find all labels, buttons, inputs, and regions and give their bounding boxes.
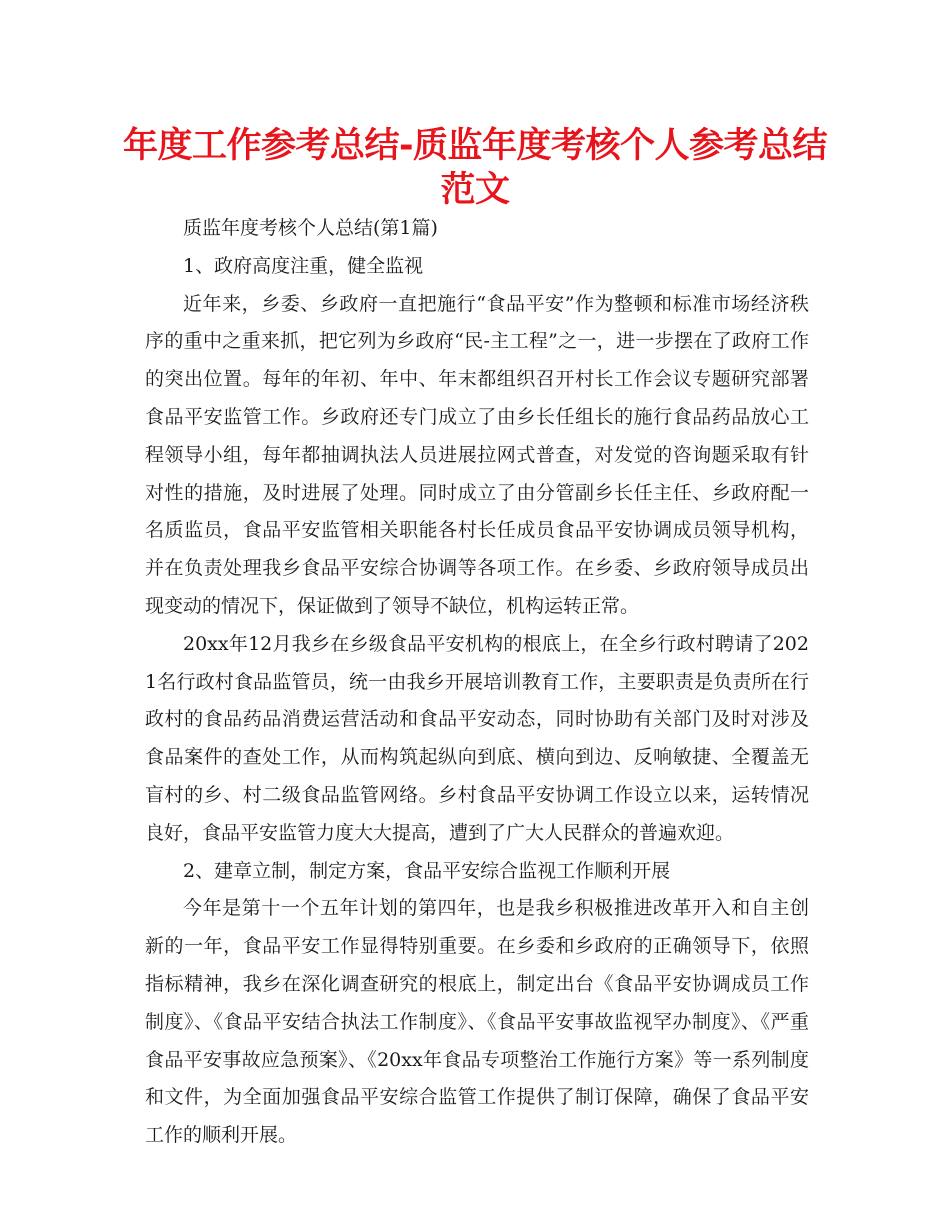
subsection-heading: 2、建章立制，制定方案，食品平安综合监视工作顺利开展: [183, 859, 671, 882]
section-heading: 质监年度考核个人总结(第1篇): [183, 217, 438, 239]
document-title-line2: 范文: [440, 170, 510, 210]
subsection-heading: 1、政府高度注重，健全监视: [183, 254, 424, 277]
body-paragraph: 20xx年12月我乡在乡级食品平安机构的根底上，在全乡行政村聘请了2021名行政村食品监管员，统一由我乡开展培训教育工作，主要职责是负责所在行政村的食品药品消费运营活动和食品平安动态，同时协助有关部门及时对涉及食品案件的查处工作，从而构筑起纵向到底、横向到边、反响敏捷、全覆盖无盲村的乡、村二级食品监管网络。乡村食品平安协调工作设立以来，运转情况良好，食品平安监管力度大大提高，遭到了广大人民群众的普遍欢迎。: [145, 632, 809, 844]
body-paragraph: 近年来，乡委、乡政府一直把施行“食品平安”作为整顿和标准市场经济秩序的重中之重来抓，把它列为乡政府“民-主工程”之一，进一步摆在了政府工作的突出位置。每年的年初、年中、年末都组织召开村长工作会议专题研究部署食品平安监管工作。乡政府还专门成立了由乡长任组长的施行食品药品放心工程领导小组，每年都抽调执法人员进展拉网式普查，对发觉的咨询题采取有针对性的措施，及时进展了处理。同时成立了由分管副乡长任主任、乡政府配一名质监员，食品平安监管相关职能各村长任成员食品平安协调成员领导机构，并在负责处理我乡食品平安综合协调等各项工作。在乡委、乡政府领导成员出现变动的情况下，保证做到了领导不缺位，机构运转正常。: [145, 292, 809, 617]
document-title-line1: 年度工作参考总结-质监年度考核个人参考总结: [122, 126, 828, 166]
body-paragraph: 今年是第十一个五年计划的第四年，也是我乡积极推进改革开入和自主创新的一年，食品平安工作显得特别重要。在乡委和乡政府的正确领导下，依照指标精神，我乡在深化调查研究的根底上，制定出台《食品平安协调成员工作制度》、《食品平安结合执法工作制度》、《食品平安事故监视罕办制度》、《严重食品平安事故应急预案》、《20xx年食品专项整治工作施行方案》等一系列制度和文件，为全面加强食品平安综合监管工作提供了制订保障，确保了食品平安工作的顺利开展。: [145, 897, 809, 1147]
document-body: [145, 210, 809, 1155]
